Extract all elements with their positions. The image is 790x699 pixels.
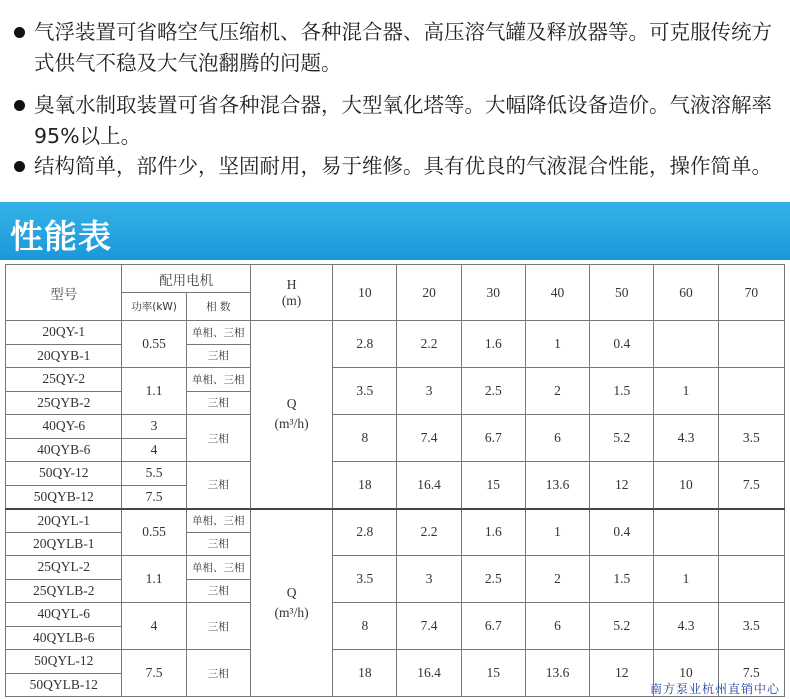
power-cell: 0.55	[122, 509, 186, 556]
flow-cell: 15	[461, 462, 525, 509]
phase-cell: 三相	[186, 344, 250, 368]
flow-cell: 10	[654, 650, 718, 697]
flow-cell: 15	[461, 650, 525, 697]
flow-cell: 8	[333, 415, 397, 462]
flow-cell: 4.3	[654, 603, 718, 650]
flow-cell: 16.4	[397, 650, 461, 697]
head-value-header: 10	[333, 265, 397, 321]
flow-cell: 6.7	[461, 415, 525, 462]
phase-cell: 单相、三相	[186, 368, 250, 392]
flow-cell: 3.5	[718, 603, 784, 650]
bullet-dot-icon	[14, 161, 25, 172]
model-cell: 25QYB-2	[6, 391, 122, 415]
table-header-row	[6, 265, 785, 293]
q-label: Q	[286, 396, 297, 412]
feature-text: 臭氧水制取装置可省各种混合器，大型氧化塔等。大幅降低设备造价。气液溶解率95%以上。	[34, 93, 772, 148]
section-banner	[0, 202, 790, 260]
flow-cell: 2.5	[461, 368, 525, 415]
flow-cell: 18	[333, 650, 397, 697]
table-row	[6, 415, 785, 439]
table-row	[6, 556, 785, 580]
flow-cell	[718, 509, 784, 556]
power-cell: 0.55	[122, 321, 186, 368]
head-value-header: 20	[397, 265, 461, 321]
flow-label-cell	[250, 321, 332, 509]
flow-cell: 12	[590, 650, 654, 697]
motor-header: 配用电机	[122, 265, 250, 293]
feature-item	[10, 90, 785, 152]
flow-cell: 2.8	[333, 321, 397, 368]
model-cell: 25QYLB-2	[6, 579, 122, 603]
flow-cell: 7.4	[397, 603, 461, 650]
phase-cell: 三相	[186, 650, 250, 697]
flow-cell: 8	[333, 603, 397, 650]
phase-cell: 三相	[186, 415, 250, 462]
head-value-header: 30	[461, 265, 525, 321]
power-cell: 1.1	[122, 556, 186, 603]
phase-cell: 单相、三相	[186, 556, 250, 580]
h-unit: (m)	[281, 292, 302, 308]
feature-item	[10, 17, 785, 79]
feature-text: 气浮装置可省略空气压缩机、各种混合器、高压溶气罐及释放器等。可克服传统方式供气不稳及大气泡翻腾的问题。	[34, 20, 772, 75]
phase-cell: 单相、三相	[186, 321, 250, 345]
flow-cell: 3.5	[333, 368, 397, 415]
flow-cell: 0.4	[590, 321, 654, 368]
section-title: 性能表	[10, 217, 112, 256]
flow-cell: 2.2	[397, 509, 461, 556]
q-unit: (m³/h)	[274, 604, 309, 620]
flow-cell: 5.2	[590, 603, 654, 650]
model-cell: 40QYLB-6	[6, 626, 122, 650]
model-cell: 40QYB-6	[6, 438, 122, 462]
flow-cell: 3	[397, 368, 461, 415]
head-value-header: 50	[590, 265, 654, 321]
flow-cell: 6.7	[461, 603, 525, 650]
flow-cell: 13.6	[525, 462, 589, 509]
flow-cell: 3	[397, 556, 461, 603]
flow-cell: 3.5	[718, 415, 784, 462]
phase-cell: 三相	[186, 579, 250, 603]
model-cell: 25QY-2	[6, 368, 122, 392]
power-cell: 3	[122, 415, 186, 439]
model-cell: 20QYL-1	[6, 509, 122, 533]
phase-cell: 三相	[186, 391, 250, 415]
flow-cell: 4.3	[654, 415, 718, 462]
flow-cell	[718, 368, 784, 415]
flow-cell: 1.6	[461, 321, 525, 368]
power-cell: 4	[122, 603, 186, 650]
model-cell: 20QY-1	[6, 321, 122, 345]
flow-cell: 6	[525, 415, 589, 462]
table-row	[6, 462, 785, 486]
model-cell: 50QYB-12	[6, 485, 122, 509]
power-header: 功率(kW)	[122, 293, 186, 321]
flow-label-cell	[250, 509, 332, 697]
model-cell: 20QYB-1	[6, 344, 122, 368]
table-row	[6, 650, 785, 674]
flow-cell	[718, 556, 784, 603]
flow-cell: 7.5	[718, 462, 784, 509]
flow-cell: 2.5	[461, 556, 525, 603]
flow-cell: 7.5	[718, 650, 784, 697]
flow-cell: 16.4	[397, 462, 461, 509]
power-cell: 1.1	[122, 368, 186, 415]
phase-header: 相 数	[186, 293, 250, 321]
model-cell: 40QY-6	[6, 415, 122, 439]
flow-cell	[654, 509, 718, 556]
flow-cell: 5.2	[590, 415, 654, 462]
model-cell: 25QYL-2	[6, 556, 122, 580]
flow-cell: 1.5	[590, 368, 654, 415]
flow-cell: 18	[333, 462, 397, 509]
flow-cell: 1	[525, 509, 589, 556]
flow-cell: 1	[654, 556, 718, 603]
flow-cell: 2.8	[333, 509, 397, 556]
flow-cell	[654, 321, 718, 368]
q-label: Q	[286, 584, 297, 600]
flow-cell: 1	[654, 368, 718, 415]
flow-cell: 6	[525, 603, 589, 650]
flow-cell: 12	[590, 462, 654, 509]
q-unit: (m³/h)	[274, 416, 309, 432]
model-cell: 20QYLB-1	[6, 532, 122, 556]
model-cell: 50QYLB-12	[6, 673, 122, 697]
flow-cell: 2	[525, 368, 589, 415]
flow-cell: 2	[525, 556, 589, 603]
table-row	[6, 368, 785, 392]
power-cell: 7.5	[122, 485, 186, 509]
performance-table	[5, 264, 785, 697]
table-row	[6, 603, 785, 627]
flow-cell: 10	[654, 462, 718, 509]
flow-cell	[718, 321, 784, 368]
flow-cell: 3.5	[333, 556, 397, 603]
table-row	[6, 509, 785, 533]
flow-cell: 7.4	[397, 415, 461, 462]
flow-cell: 1.6	[461, 509, 525, 556]
bullet-dot-icon	[14, 100, 25, 111]
phase-cell: 三相	[186, 532, 250, 556]
phase-cell: 三相	[186, 462, 250, 509]
h-label: H	[286, 276, 297, 292]
phase-cell: 三相	[186, 603, 250, 650]
flow-cell: 0.4	[590, 509, 654, 556]
head-value-header: 60	[654, 265, 718, 321]
feature-text: 结构简单，部件少，坚固耐用，易于维修。具有优良的气液混合性能，操作简单。	[34, 154, 772, 178]
flow-cell: 13.6	[525, 650, 589, 697]
model-header: 型号	[6, 265, 122, 321]
power-cell: 4	[122, 438, 186, 462]
flow-cell: 1.5	[590, 556, 654, 603]
power-cell: 5.5	[122, 462, 186, 486]
footer-credit: 南方泵业杭州直销中心	[649, 682, 780, 696]
head-value-header: 70	[718, 265, 784, 321]
bullet-dot-icon	[14, 27, 25, 38]
head-value-header: 40	[525, 265, 589, 321]
phase-cell: 单相、三相	[186, 509, 250, 533]
power-cell: 7.5	[122, 650, 186, 697]
feature-item	[10, 151, 785, 182]
flow-cell: 2.2	[397, 321, 461, 368]
flow-cell: 1	[525, 321, 589, 368]
table-row	[6, 321, 785, 345]
model-cell: 50QY-12	[6, 462, 122, 486]
model-cell: 50QYL-12	[6, 650, 122, 674]
head-label-header	[250, 265, 332, 321]
model-cell: 40QYL-6	[6, 603, 122, 627]
